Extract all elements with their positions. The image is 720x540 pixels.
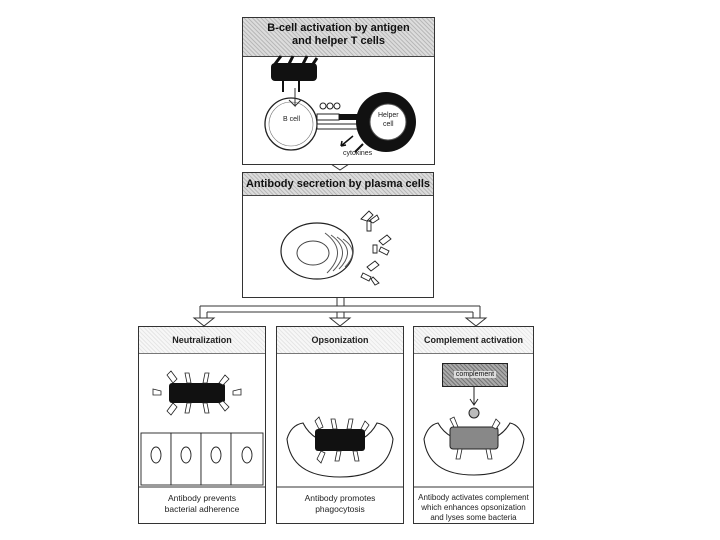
antigen-bacterium	[271, 63, 317, 81]
epithelial-cells	[141, 433, 263, 485]
antibodies-bottom	[167, 401, 229, 415]
neutralization-title: Neutralization	[172, 335, 232, 345]
nucleus-2	[181, 447, 191, 463]
targeted-bacterium	[450, 427, 498, 449]
antigen-spikes	[275, 56, 317, 64]
neutralization-panel	[138, 326, 266, 524]
ligand-dot-2	[327, 103, 333, 109]
cytokine-arrow	[341, 136, 353, 146]
complement-panel	[413, 326, 534, 524]
complement-box-label: complement	[455, 371, 495, 378]
arrow-to-neutralization	[194, 318, 214, 326]
helper-label-line1: Helper	[378, 112, 399, 119]
mhc-complex	[317, 114, 339, 120]
antibodies-top	[167, 371, 229, 385]
neutralization-caption	[139, 489, 265, 515]
costim-pair	[317, 124, 359, 129]
secretion-title: Antibody secretion by plasma cells	[245, 178, 430, 190]
opsonization-panel	[276, 326, 404, 524]
activation-panel	[242, 17, 435, 165]
bound-receptors	[283, 81, 299, 92]
complement-caption	[414, 489, 533, 523]
neutralization-caption-line1: Antibody prevents	[167, 493, 237, 503]
opsonization-title: Opsonization	[311, 335, 369, 345]
ligand-dot-3	[334, 103, 340, 109]
nucleus-3	[211, 447, 221, 463]
b-cell	[265, 98, 317, 150]
arrow-to-complement	[466, 318, 486, 326]
secreted-antibodies	[361, 211, 391, 285]
activation-title-line1: B-cell activation by antigen	[267, 22, 410, 34]
opsonization-caption-line2: phagocytosis	[315, 504, 365, 514]
cytokines-label: cytokines	[343, 150, 373, 157]
antibody-1	[361, 211, 379, 231]
activation-title-line2: and helper T cells	[292, 35, 385, 47]
complement-title: Complement activation	[423, 335, 524, 345]
ligand-dot-1	[320, 103, 326, 109]
activation-illustration	[243, 18, 434, 164]
antibody-2	[373, 235, 391, 255]
opsonin-top	[315, 417, 369, 431]
opsonization-caption	[277, 489, 403, 515]
opsonization-caption-line1: Antibody promotes	[304, 493, 376, 503]
complement-caption-line2: which enhances opsonization	[421, 503, 526, 512]
arrow-to-opsonization	[330, 318, 350, 326]
secretion-panel	[242, 172, 434, 298]
plasma-nucleus	[297, 241, 329, 265]
complement-caption-line1: Antibody activates complement	[418, 493, 529, 502]
bacterium	[169, 383, 225, 403]
secretion-illustration	[243, 173, 433, 297]
nucleus-1	[151, 447, 161, 463]
helper-label-line2: cell	[383, 121, 394, 128]
antibody-3	[361, 261, 379, 285]
nucleus-4	[242, 447, 252, 463]
complement-caption-line3: and lyses some bacteria	[430, 513, 517, 522]
neutralization-caption-line2: bacterial adherence	[164, 504, 240, 514]
b-cell-label: B cell	[283, 116, 301, 123]
opsonized-bacterium	[315, 429, 365, 451]
complement-arrow	[470, 387, 478, 405]
complement-protein	[469, 408, 479, 418]
tcr-complex	[339, 114, 359, 120]
